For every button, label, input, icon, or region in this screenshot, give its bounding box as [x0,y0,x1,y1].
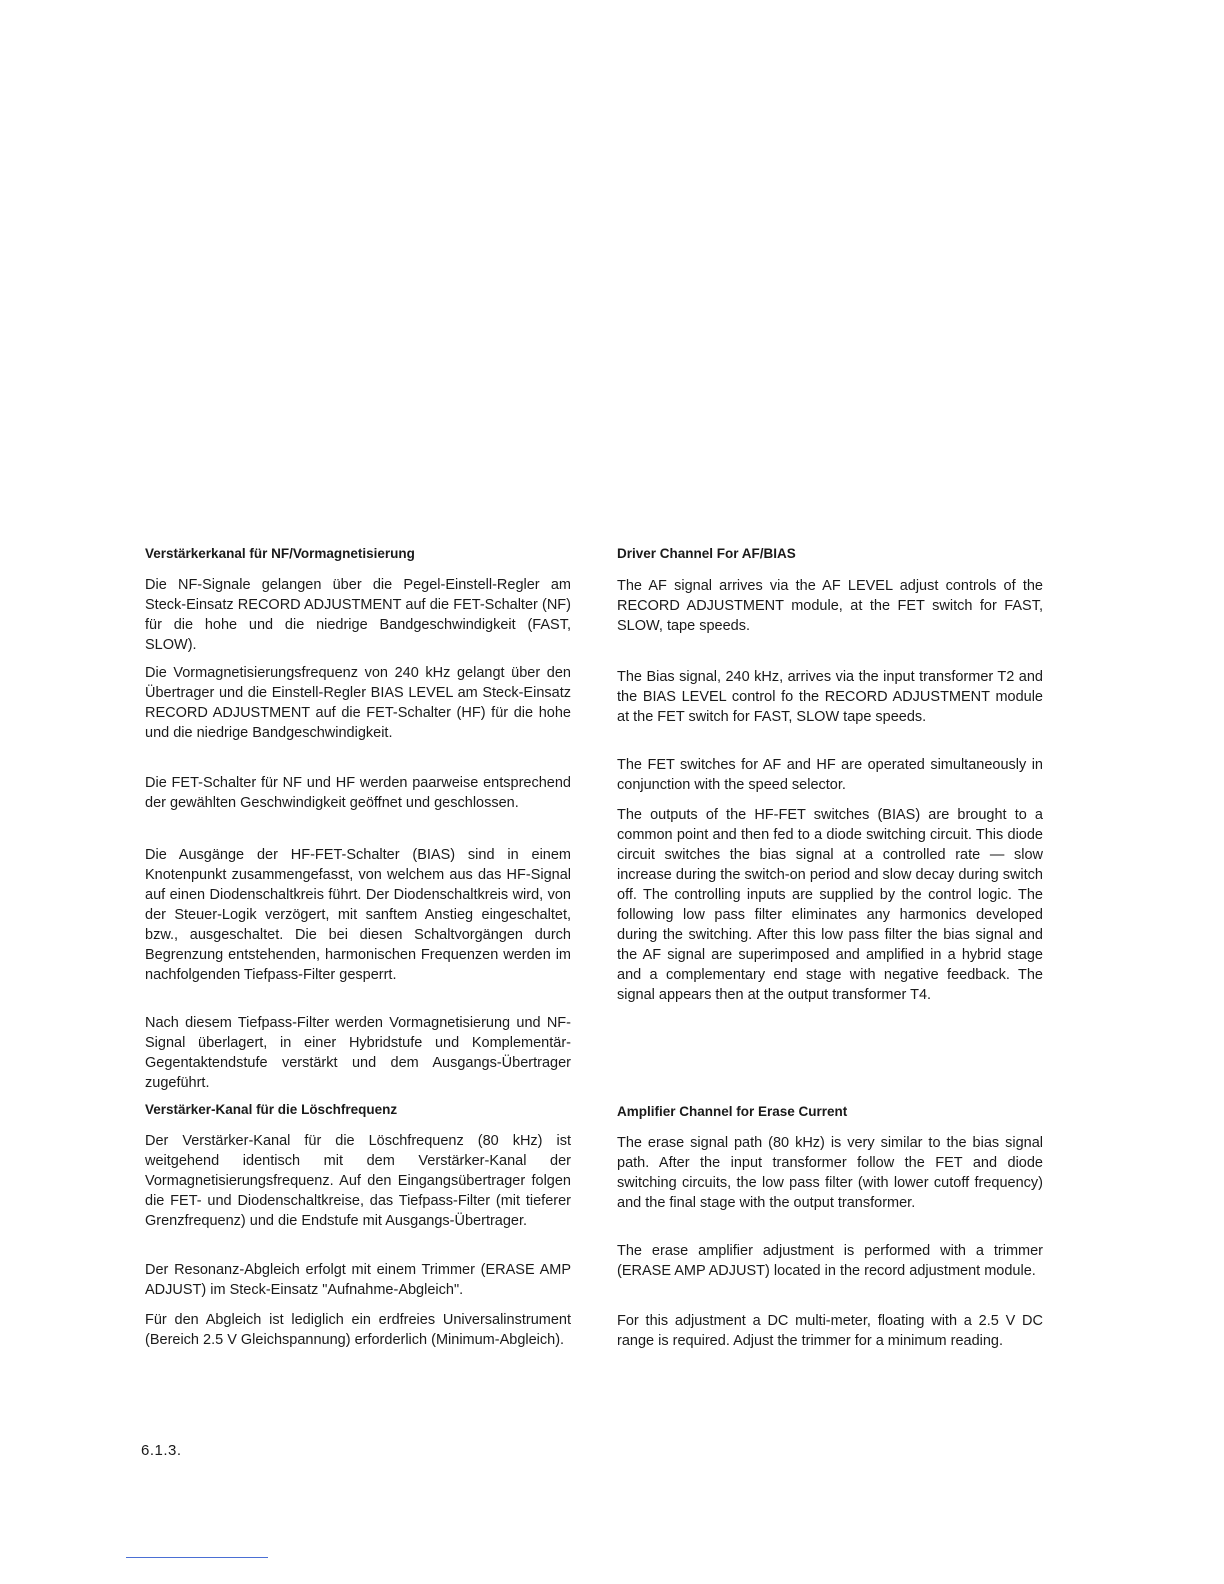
german-section2-paragraph-3: Für den Abgleich ist lediglich ein erdfreies Universalinstrument (Bereich 2.5 V Gleichspannung) erforderlich (Minimum-Abgleich). [145,1312,571,1348]
english-section2-paragraph-3: For this adjustment a DC multi-meter, floating with a 2.5 V DC range is required. Adjust the trimmer for a minimum reading. [617,1313,1043,1349]
german-section2-paragraph-1: Der Verstärker-Kanal für die Löschfrequenz (80 kHz) ist weitgehend identisch mit dem Verstärker-Kanal der Vormagnetisierungsfrequenz. Auf den Eingangsübertrager folgen die FET- und Diodenschaltkreise, das Tiefpass-Filter (mit tieferer Grenzfrequenz) und die Endstufe mit Ausgangs-Übertrager. [145,1133,571,1229]
german-section1-paragraph-3: Die FET-Schalter für NF und HF werden paarweise entsprechend der gewählten Geschwindigkeit geöffnet und geschlossen. [145,775,571,811]
german-section1-paragraph-2: Die Vormagnetisierungsfrequenz von 240 kHz gelangt über den Übertrager und die Einstell-Regler BIAS LEVEL am Steck-Einsatz RECORD ADJUSTMENT auf die FET-Schalter (HF) für die hohe und die niedrige Bandgeschwindigkeit. [145,665,571,741]
english-section1-paragraph-4: The outputs of the HF-FET switches (BIAS) are brought to a common point and then fed to a diode switching circuit. This diode circuit switches the bias signal at a controlled rate — slow increase during the switch-on period and slow decay during switch off. The controlling inputs are supplied by the control logic. The following low pass filter eliminates any harmonics developed during the switching. After this low pass filter the bias signal and the AF signal are superimposed and amplified in a hybrid stage and a complementary end stage with negative feedback. The signal appears then at the output transformer T4. [617,807,1043,1003]
english-section1-paragraph-3: The FET switches for AF and HF are operated simultaneously in conjunction with the speed selector. [617,757,1043,793]
german-section1-paragraph-5: Nach diesem Tiefpass-Filter werden Vormagnetisierung und NF-Signal überlagert, in einer Hybridstufe und Komplementär-Gegentaktendstufe verstärkt und dem Ausgangs-Übertrager zugeführt. [145,1015,571,1091]
english-section1-paragraph-1: The AF signal arrives via the AF LEVEL adjust controls of the RECORD ADJUSTMENT module, at the FET switch for FAST, SLOW, tape speeds. [617,578,1043,634]
german-section2-paragraph-2: Der Resonanz-Abgleich erfolgt mit einem Trimmer (ERASE AMP ADJUST) im Steck-Einsatz "Aufnahme-Abgleich". [145,1262,571,1298]
german-section1-heading: Verstärkerkanal für NF/Vormagnetisierung [145,546,415,561]
english-section2-heading: Amplifier Channel for Erase Current [617,1104,848,1119]
english-section2-paragraph-1: The erase signal path (80 kHz) is very similar to the bias signal path. After the input transformer follow the FET and diode switching circuits, the low pass filter (with lower cutoff frequency) and the final stage with the output transformer. [617,1135,1043,1211]
german-section1-paragraph-4: Die Ausgänge der HF-FET-Schalter (BIAS) sind in einem Knotenpunkt zusammengefasst, von welchem aus das HF-Signal auf einen Diodenschaltkreis führt. Der Diodenschaltkreis wird, von der Steuer-Logik verzögert, mit sanftem Anstieg eingeschaltet, bzw., ausgeschaltet. Die bei diesen Schaltvorgängen durch Begrenzung entstehenden, harmonischen Frequenzen werden im nachfolgenden Tiefpass-Filter gesperrt. [145,847,571,983]
english-section1-heading: Driver Channel For AF/BIAS [617,546,796,561]
page-number: 6.1.3. [141,1442,182,1459]
german-section2-heading: Verstärker-Kanal für die Löschfrequenz [145,1102,398,1117]
english-section2-paragraph-2: The erase amplifier adjustment is performed with a trimmer (ERASE AMP ADJUST) located in the record adjustment module. [617,1243,1043,1279]
footer-divider [126,1557,268,1558]
german-section1-paragraph-1: Die NF-Signale gelangen über die Pegel-Einstell-Regler am Steck-Einsatz RECORD ADJUSTMENT auf die FET-Schalter (NF) für die hohe und die niedrige Bandgeschwindigkeit (FAST, SLOW). [145,577,571,653]
english-section1-paragraph-2: The Bias signal, 240 kHz, arrives via the input transformer T2 and the BIAS LEVEL control fo the RECORD ADJUSTMENT module at the FET switch for FAST, SLOW tape speeds. [617,669,1043,725]
